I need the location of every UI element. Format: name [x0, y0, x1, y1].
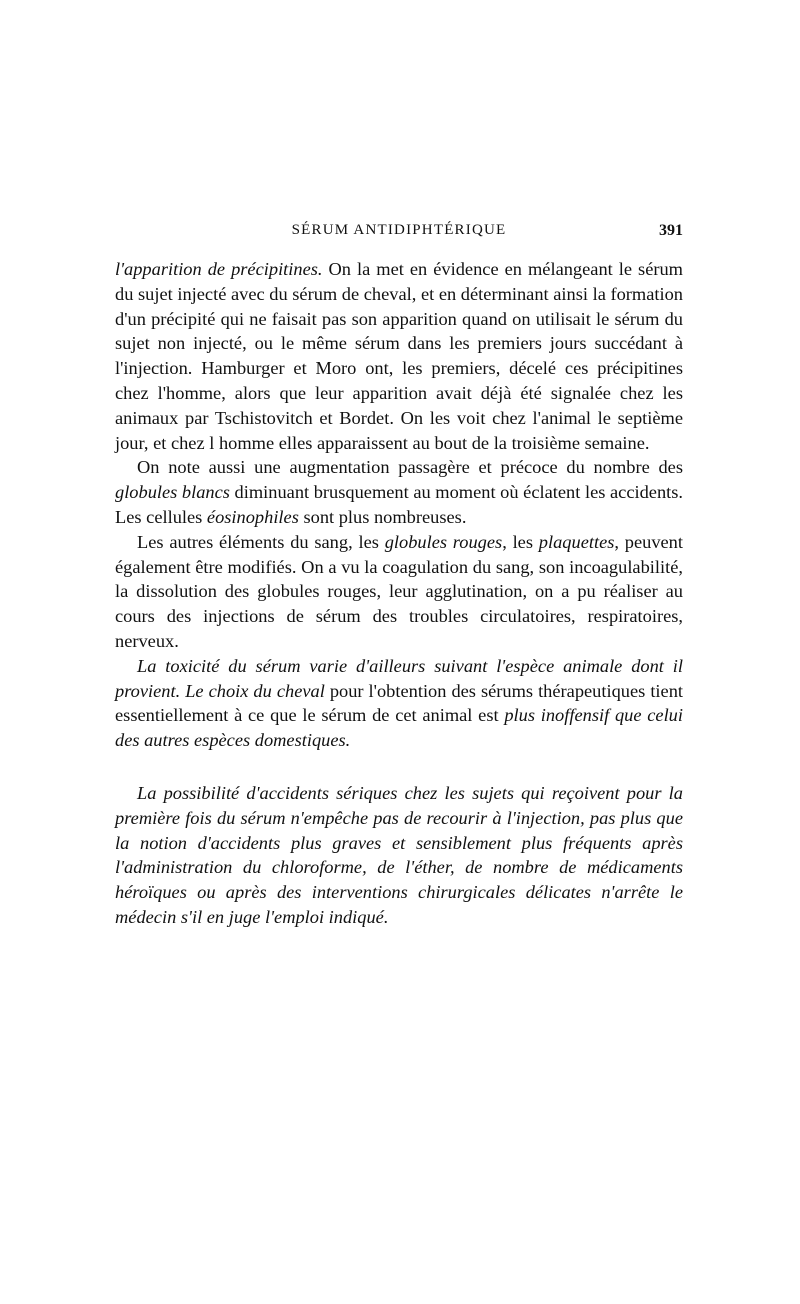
text-run: , les	[502, 531, 539, 552]
text-run: On note aussi une augmentation passagère et précoce du nombre des	[137, 457, 683, 478]
running-title: SÉRUM ANTIDIPHTÉRIQUE	[291, 222, 507, 238]
text-run: Les autres éléments du sang, les	[137, 531, 385, 552]
paragraph	[115, 455, 683, 529]
text-run: pour l'obtention des sérums thérapeutiques tient essentiellement à ce que le sérum de cet animal est	[115, 680, 684, 726]
italic-run: éosinophiles	[206, 506, 299, 527]
body-text	[115, 257, 683, 930]
italic-run: l'apparition de précipitines.	[115, 259, 323, 279]
text-run: , peuvent également être modifiés. On a vu la coagulation du sang, son incoagulabilité, la dissolution des globules rouges, leur agglutination, on a pu réaliser au cours des injections de sérum des troubles circulatoires, respiratoires, nerveux.	[115, 531, 683, 651]
italic-run: plus inoffensif	[504, 705, 610, 726]
italic-run: que celui des autres espèces domestiques.	[115, 705, 683, 751]
text-run: diminuant brusquement au moment où éclatent les accidents. Les cellules	[115, 482, 684, 527]
italic-run: La toxicité du sérum varie d'ailleurs suivant l'espèce animale dont il provient. Le choix du cheval	[115, 655, 683, 701]
paragraph	[115, 654, 683, 753]
paragraph	[115, 530, 683, 654]
paragraph	[115, 257, 683, 455]
italic-run: plaquettes	[538, 531, 615, 552]
italic-run: globules blancs	[115, 482, 230, 503]
text-run: On la met en évidence en mélangeant le sérum du sujet injecté avec du sérum de cheval, et en déterminant ainsi la formation d'un précipité qui ne faisait pas son apparition quand on utilisait le sérum du sujet non injecté, ou le même sérum dans les premiers jours succédant à l'injection. Hamburger et Moro ont, les premiers, décelé ces précipitines chez l'homme, alors que leur apparition avait déjà été signalée chez les animaux par Tschistovitch et Bordet. On les voit chez l'animal le septième jour, et chez l homme elles apparaissent au bout de la troisième semaine.	[115, 259, 683, 453]
italic-run: La possibilité d'accidents sériques chez les sujets qui reçoivent pour la première fois du sérum n'empêche pas de recourir à l'injection, pas plus que la notion d'accidents plus graves et sensiblement plus fréquents après l'administration du chloroforme, de l'éther, de nombre de médicaments héroïques ou après des interventions chirurgicales délicates n'arrête le médecin s'il en juge l'emploi indiqué.	[115, 782, 683, 927]
italic-run: globules rouges	[384, 531, 503, 552]
paragraph	[115, 781, 683, 930]
text-run: sont plus nombreuses.	[298, 506, 467, 527]
page-number: 391	[659, 222, 683, 239]
running-header	[115, 222, 683, 246]
